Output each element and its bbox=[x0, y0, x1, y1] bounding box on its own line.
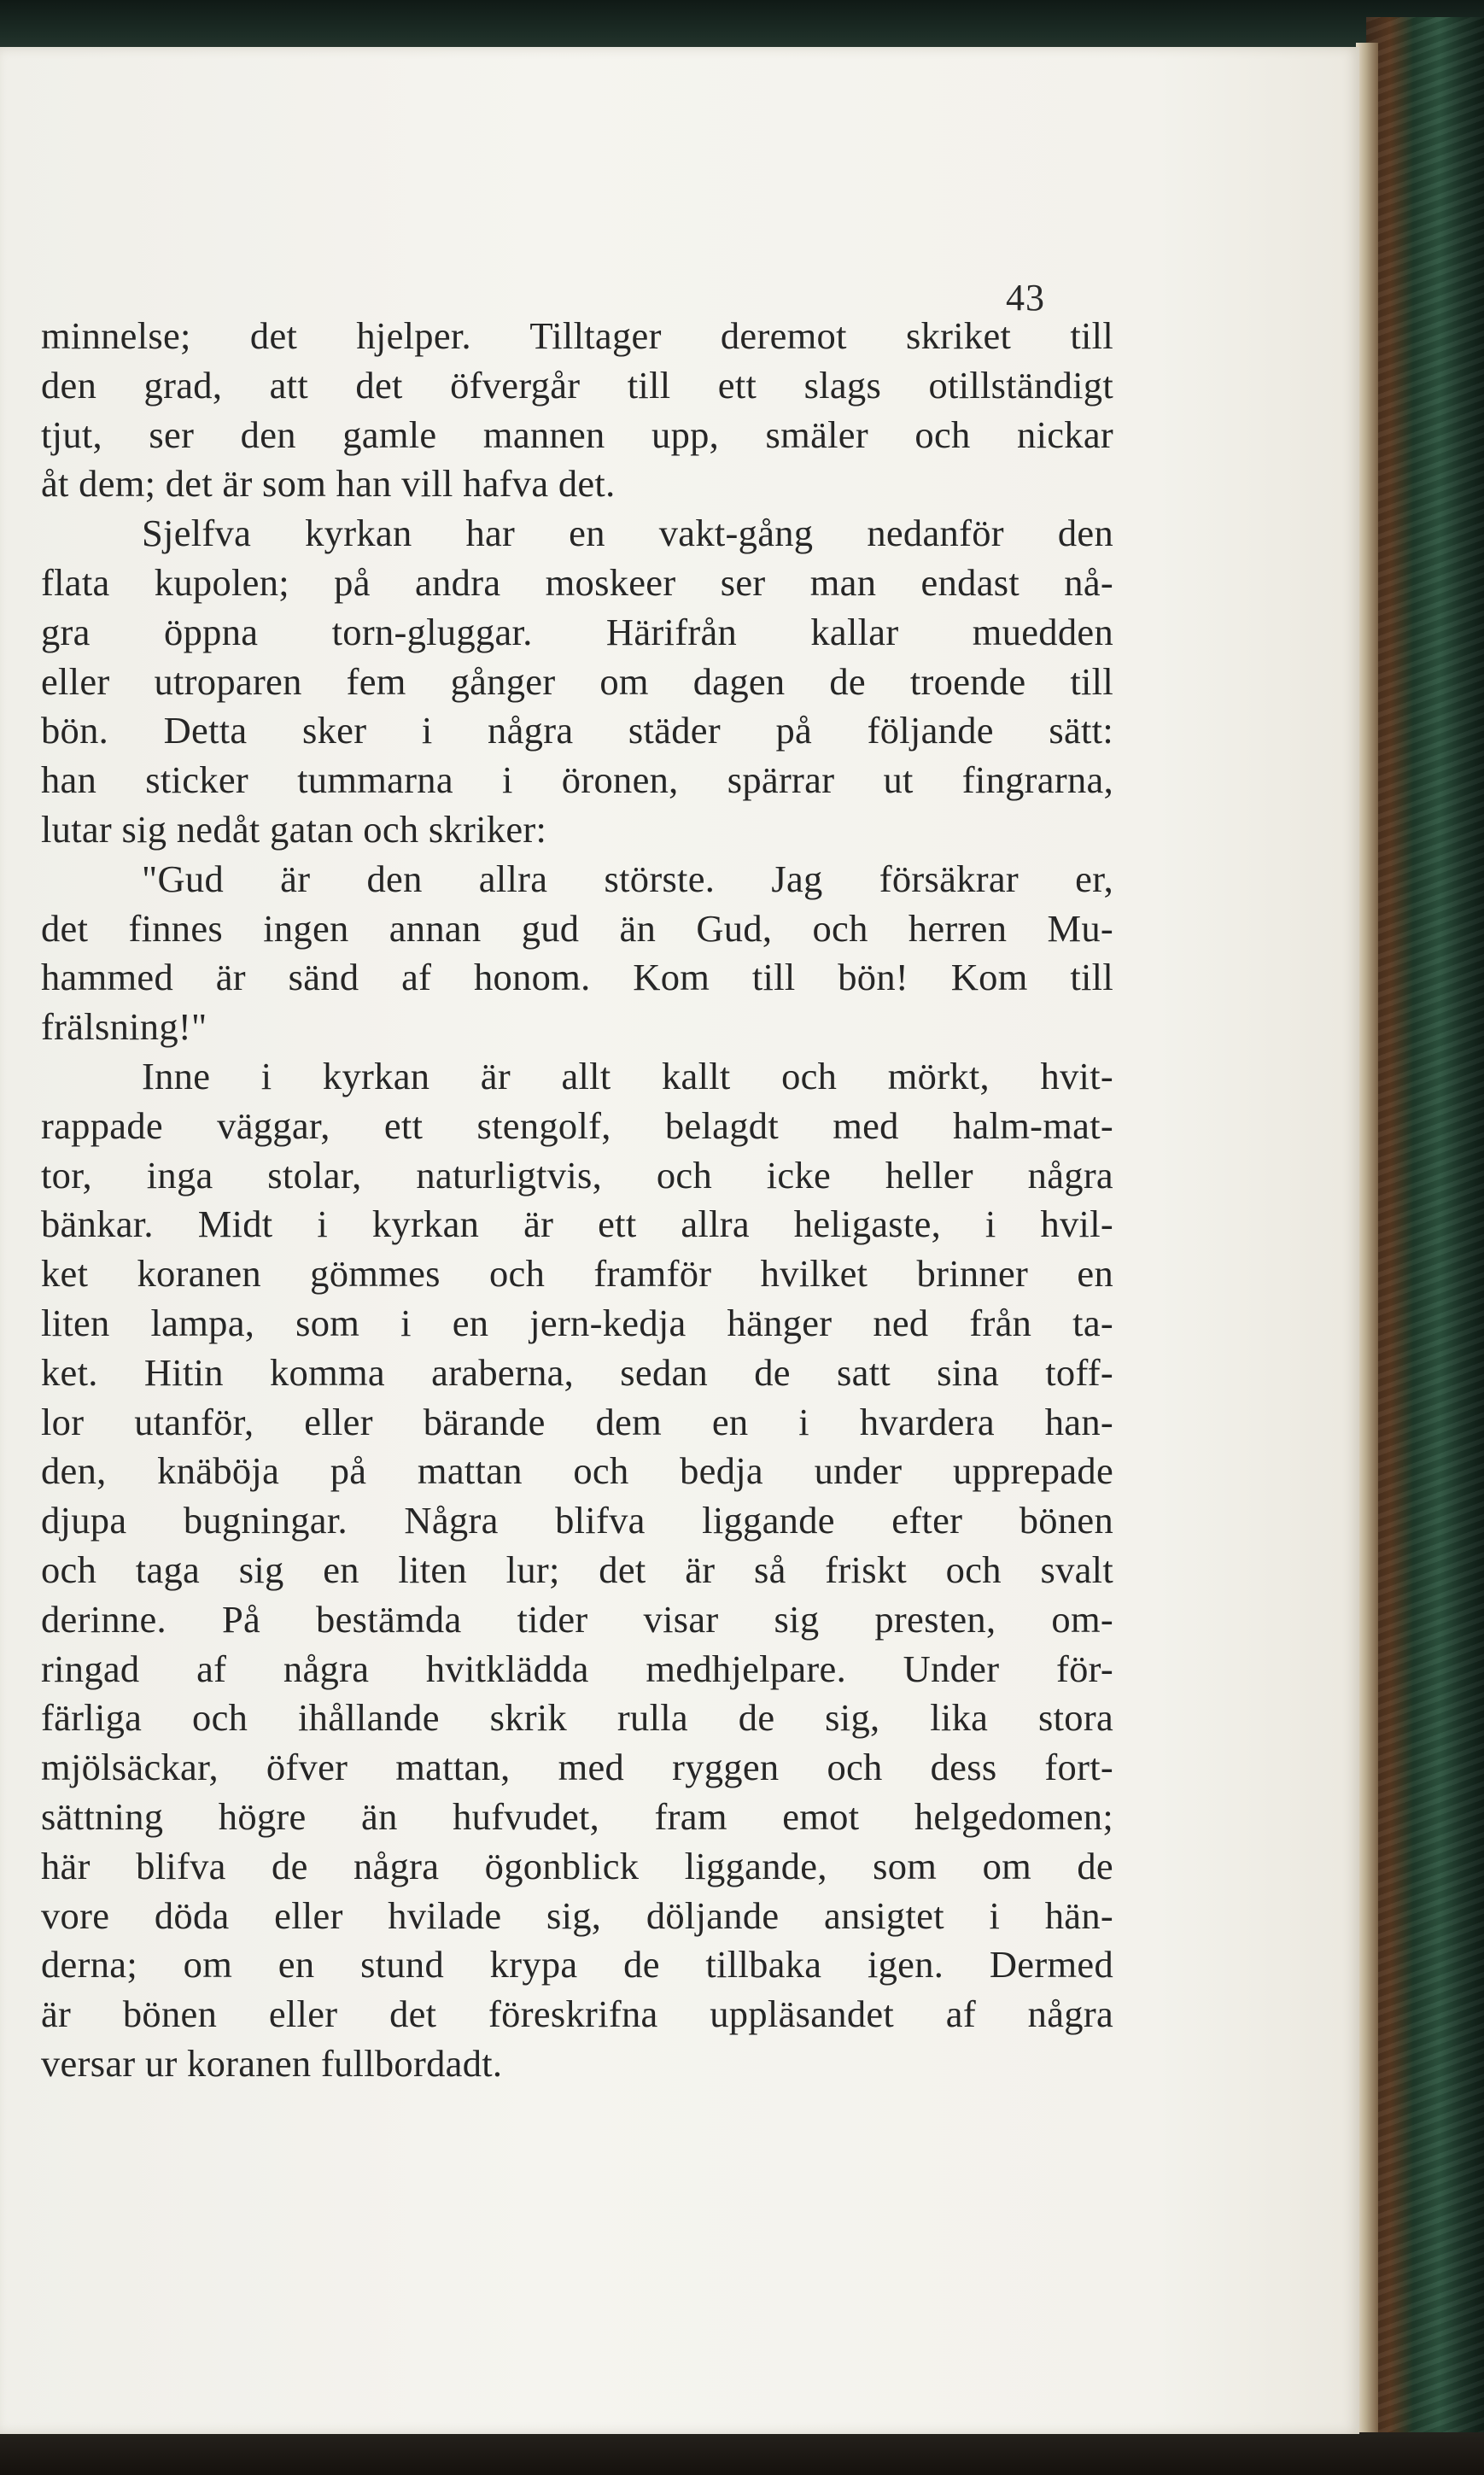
scanner-background-bottom bbox=[0, 2432, 1484, 2475]
text-line: mjölsäckar, öfver mattan, med ryggen och dess fort- bbox=[41, 1746, 1113, 1789]
text-line: ringad af några hvitklädda medhjelpare. Under för- bbox=[41, 1647, 1113, 1690]
text-line: den grad, att det öfvergår till ett slags otillständigt bbox=[41, 363, 1113, 407]
text-line: flata kupolen; på andra moskeer ser man endast nå- bbox=[41, 560, 1113, 604]
text-line: är bönen eller det föreskrifna uppläsandet af några bbox=[41, 1992, 1113, 2036]
text-line: vore döda eller hvilade sig, döljande ansigtet i hän- bbox=[41, 1893, 1113, 1937]
text-line: versar ur koranen fullbordadt. bbox=[41, 2041, 503, 2085]
text-line: lor utanför, eller bärande dem en i hvardera han- bbox=[41, 1400, 1113, 1443]
text-line: hammed är sänd af honom. Kom till bön! Kom till bbox=[41, 956, 1113, 999]
text-line: Inne i kyrkan är allt kallt och mörkt, hvit- bbox=[142, 1054, 1113, 1097]
text-line: bänkar. Midt i kyrkan är ett allra heligaste, i hvil- bbox=[41, 1202, 1113, 1246]
text-line: det finnes ingen annan gud än Gud, och herren Mu- bbox=[41, 906, 1113, 950]
text-line: sättning högre än hufvudet, fram emot helgedomen; bbox=[41, 1794, 1113, 1838]
text-line: djupa bugningar. Några blifva liggande efter bönen bbox=[41, 1499, 1113, 1542]
text-line: eller utroparen fem gånger om dagen de troende till bbox=[41, 659, 1113, 703]
text-line: "Gud är den allra störste. Jag försäkrar er, bbox=[142, 857, 1113, 900]
text-line: ket koranen gömmes och framför hvilket brinner en bbox=[41, 1252, 1113, 1296]
book-cover-edge bbox=[1366, 17, 1484, 2475]
text-line: och taga sig en liten lur; det är så friskt och svalt bbox=[41, 1548, 1113, 1591]
text-line: derna; om en stund krypa de tillbaka igen. Dermed bbox=[41, 1943, 1113, 1986]
text-line: färliga och ihållande skrik rulla de sig, lika stora bbox=[41, 1696, 1113, 1740]
text-line: bön. Detta sker i några städer på följande sätt: bbox=[41, 709, 1113, 752]
text-line: tor, inga stolar, naturligtvis, och icke heller några bbox=[41, 1153, 1113, 1197]
text-line: liten lampa, som i en jern-kedja hänger ned från ta- bbox=[41, 1301, 1113, 1344]
page-number: 43 bbox=[1006, 277, 1045, 319]
text-line: lutar sig nedåt gatan och skriker: bbox=[41, 807, 547, 851]
text-line: minnelse; det hjelper. Tilltager deremot skriket till bbox=[41, 314, 1113, 357]
text-line: rappade väggar, ett stengolf, belagdt med halm-mat- bbox=[41, 1103, 1113, 1147]
body-text bbox=[41, 312, 1113, 2089]
text-line: den, knäböja på mattan och bedja under upprepade bbox=[41, 1449, 1113, 1493]
text-line: frälsning!" bbox=[41, 1005, 207, 1049]
text-line: tjut, ser den gamle mannen upp, smäler och nickar bbox=[41, 412, 1113, 456]
text-line: gra öppna torn-gluggar. Härifrån kallar muedden bbox=[41, 610, 1113, 653]
text-line: åt dem; det är som han vill hafva det. bbox=[41, 462, 616, 506]
text-line: Sjelfva kyrkan har en vakt-gång nedanför den bbox=[142, 512, 1113, 555]
text-line: han sticker tummarna i öronen, spärrar ut fingrarna, bbox=[41, 758, 1113, 802]
text-line: ket. Hitin komma araberna, sedan de satt sina toff- bbox=[41, 1350, 1113, 1394]
text-line: här blifva de några ögonblick liggande, som om de bbox=[41, 1844, 1113, 1887]
text-line: derinne. På bestämda tider visar sig presten, om- bbox=[41, 1597, 1113, 1641]
